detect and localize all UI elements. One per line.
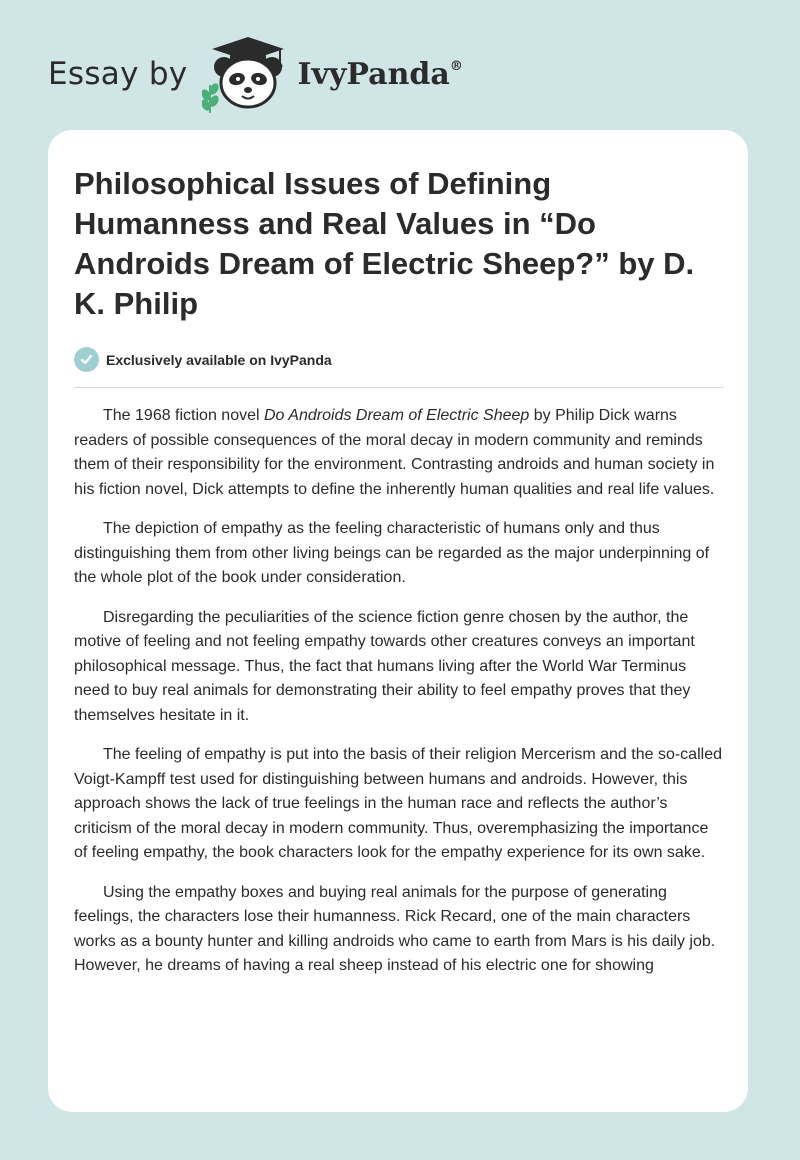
- paragraph: Using the empathy boxes and buying real animals for the purpose of generating feelings, the characters lose their humanness. Rick Recard, one of the main characters works as a bounty hunter and killing androids who came to earth from Mars is his daily job. However, he dreams of having a real sheep instead of his electric one for showing: [74, 883, 716, 974]
- paragraph: The depiction of empathy as the feeling characteristic of humans only and thus distinguishing them from other living beings can be regarded as the major underpinning of the whole plot of the book under consideration.: [74, 520, 710, 586]
- divider: [74, 387, 724, 388]
- page-title: Philosophical Issues of Defining Humanness and Real Values in “Do Androids Dream of Electric Sheep?” by D. K. Philip: [74, 166, 695, 321]
- exclusive-badge-label: Exclusively available on IvyPanda: [106, 351, 332, 368]
- paragraph: The feeling of empathy is put into the basis of their religion Mercerism and the so-called Voigt-Kampff test used for distinguishing between humans and androids. However, this approach shows the lack of true feelings in the human race and reflects the author’s criticism of the moral decay in modern community. Thus, overemphasizing the importance of feeling empathy, the book characters look for the empathy experience for its own sake.: [74, 746, 722, 861]
- essay-card: [48, 130, 748, 1112]
- check-circle-icon: [74, 347, 99, 372]
- book-title: Do Androids Dream of Electric Sheep: [264, 407, 530, 424]
- registered-mark: ®: [449, 58, 463, 74]
- site-header: [48, 34, 463, 114]
- panda-logo-icon[interactable]: [202, 35, 294, 113]
- exclusive-badge: [74, 347, 332, 372]
- paragraph: Disregarding the peculiarities of the science fiction genre chosen by the author, the motive of feeling and not feeling empathy towards other creatures conveys an important philosophical message. Thus, the fact that humans living after the World War Terminus need to buy real animals for demonstrating their ability to feel empathy proves that they themselves hesitate in it.: [74, 608, 695, 724]
- paragraph: The 1968 fiction novel Do Androids Dream of Electric Sheep by Philip Dick warns readers of possible consequences of the moral decay in modern community and reminds them of their responsibility for the environment. Contrasting androids and human society in his fiction novel, Dick attempts to define the inherently human qualities and real life values.: [74, 407, 715, 498]
- brand-name[interactable]: IvyPanda®: [297, 56, 463, 92]
- essay-body: [74, 404, 726, 994]
- essay-by-label: Essay by: [48, 56, 188, 92]
